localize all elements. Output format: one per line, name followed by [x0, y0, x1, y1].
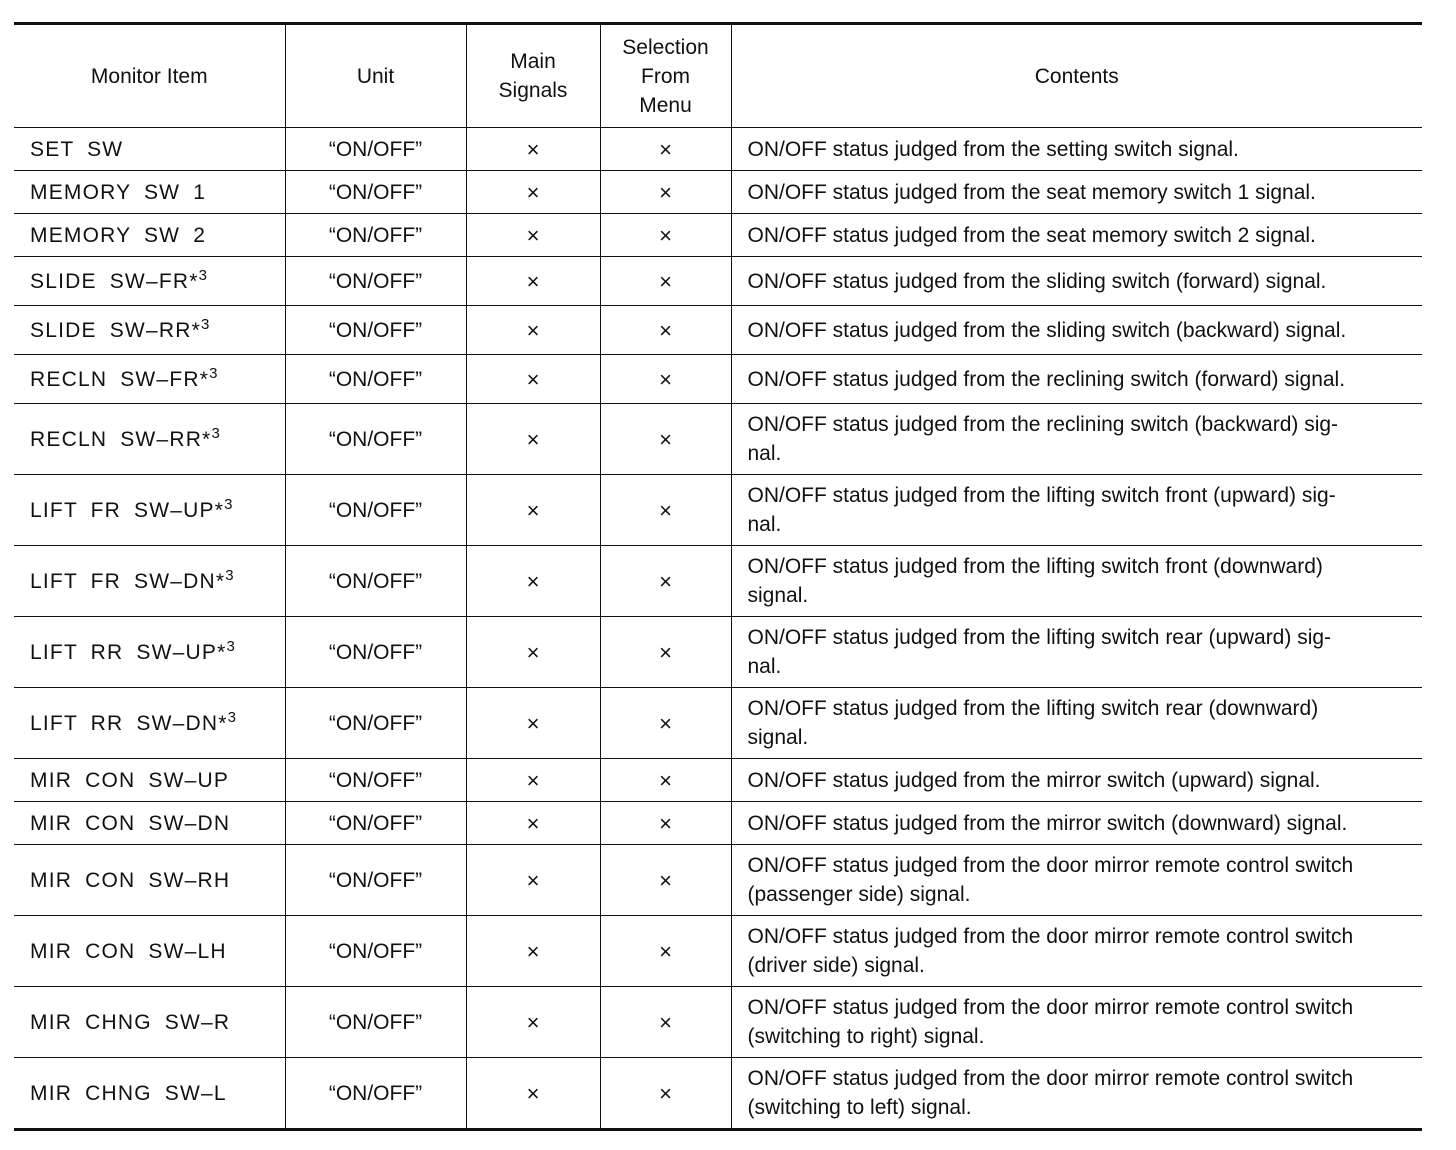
unit-value: “ON/OFF” — [328, 498, 423, 522]
selection-from-menu-cell — [600, 128, 731, 171]
contents-cell — [731, 475, 1422, 546]
main-signals-mark: × — [526, 366, 540, 392]
main-signals-mark: × — [526, 767, 540, 793]
unit-value: “ON/OFF” — [328, 868, 423, 892]
unit-value: “ON/OFF” — [328, 269, 423, 293]
main-signals-cell — [466, 987, 600, 1058]
selection-mark: × — [659, 222, 672, 248]
main-signals-cell — [466, 128, 600, 171]
monitor-item-name: RECLN SW–RR* — [30, 427, 212, 451]
main-signals-cell — [466, 546, 600, 617]
unit-cell — [285, 916, 466, 987]
contents-line1: ON/OFF status judged from the door mirror remote control switch — [747, 996, 1354, 1019]
table-row — [14, 759, 1422, 802]
monitor-item-name: MIR CON SW–UP — [30, 768, 230, 792]
header-selection-from-menu — [600, 24, 731, 128]
monitor-item-cell — [14, 802, 285, 845]
footnote-marker: 3 — [200, 315, 210, 333]
contents-line2: nal. — [747, 513, 782, 536]
monitor-item-cell — [14, 404, 285, 475]
monitor-item-name: SLIDE SW–FR* — [30, 269, 199, 293]
main-signals-cell — [466, 171, 600, 214]
table-row — [14, 1058, 1422, 1130]
selection-from-menu-cell — [600, 475, 731, 546]
contents-line2: nal. — [747, 442, 782, 465]
table-row — [14, 171, 1422, 214]
contents-cell — [731, 257, 1422, 306]
contents-line2: (switching to right) signal. — [747, 1025, 985, 1048]
contents-line1: ON/OFF status judged from the lifting switch rear (downward) — [747, 697, 1319, 720]
unit-value: “ON/OFF” — [328, 711, 423, 735]
contents-cell — [731, 404, 1422, 475]
selection-mark: × — [659, 179, 672, 205]
contents-line2: nal. — [747, 655, 782, 678]
main-signals-cell — [466, 759, 600, 802]
contents-line1: ON/OFF status judged from the lifting switch front (downward) — [747, 555, 1323, 578]
contents-cell — [731, 759, 1422, 802]
unit-value: “ON/OFF” — [328, 367, 423, 391]
unit-cell — [285, 688, 466, 759]
table-row — [14, 802, 1422, 845]
unit-cell — [285, 845, 466, 916]
monitor-item-name: MIR CHNG SW–L — [30, 1081, 227, 1105]
monitor-item-cell — [14, 355, 285, 404]
selection-from-menu-cell — [600, 759, 731, 802]
footnote-marker: 3 — [211, 424, 220, 442]
table-body — [14, 128, 1422, 1130]
table-row — [14, 306, 1422, 355]
monitor-item-name: RECLN SW–FR* — [30, 367, 210, 391]
selection-mark: × — [659, 867, 672, 893]
table-row — [14, 688, 1422, 759]
main-signals-mark: × — [526, 268, 540, 294]
selection-mark: × — [659, 366, 672, 392]
contents-line2: signal. — [747, 584, 809, 607]
main-signals-mark: × — [526, 867, 540, 893]
header-row — [14, 24, 1422, 128]
monitor-item-cell — [14, 987, 285, 1058]
contents-cell — [731, 802, 1422, 845]
unit-cell — [285, 475, 466, 546]
contents-line1: ON/OFF status judged from the door mirror remote control switch — [747, 854, 1354, 877]
monitor-item-cell — [14, 546, 285, 617]
contents-line1: ON/OFF status judged from the setting switch signal. — [747, 137, 1239, 161]
table-row — [14, 845, 1422, 916]
contents-cell — [731, 171, 1422, 214]
table-row — [14, 546, 1422, 617]
contents-line1: ON/OFF status judged from the door mirror remote control switch — [747, 925, 1354, 948]
contents-cell — [731, 1058, 1422, 1130]
unit-cell — [285, 355, 466, 404]
contents-cell — [731, 617, 1422, 688]
footnote-marker: 3 — [225, 566, 234, 584]
table-row — [14, 257, 1422, 306]
monitor-item-cell — [14, 759, 285, 802]
footnote-marker: 3 — [226, 637, 235, 655]
unit-value: “ON/OFF” — [328, 939, 423, 963]
selection-mark: × — [659, 268, 672, 294]
unit-cell — [285, 128, 466, 171]
monitor-item-name: LIFT RR SW–UP* — [30, 640, 227, 664]
contents-cell — [731, 688, 1422, 759]
main-signals-mark: × — [526, 317, 540, 343]
unit-value: “ON/OFF” — [328, 318, 423, 342]
main-signals-mark: × — [526, 136, 540, 162]
monitor-item-name: LIFT RR SW–DN* — [30, 711, 228, 735]
main-signals-cell — [466, 845, 600, 916]
main-signals-mark: × — [526, 639, 540, 665]
selection-mark: × — [659, 639, 672, 665]
unit-cell — [285, 802, 466, 845]
main-signals-mark: × — [526, 938, 540, 964]
contents-line1: ON/OFF status judged from the sliding switch (forward) signal. — [747, 269, 1327, 293]
main-signals-cell — [466, 306, 600, 355]
selection-mark: × — [659, 767, 672, 793]
contents-cell — [731, 214, 1422, 257]
unit-value: “ON/OFF” — [328, 180, 423, 204]
table-row — [14, 617, 1422, 688]
monitor-item-cell — [14, 171, 285, 214]
monitor-item-cell — [14, 845, 285, 916]
monitor-item-name: MIR CON SW–LH — [30, 939, 227, 963]
table-header — [14, 24, 1422, 128]
unit-value: “ON/OFF” — [328, 1081, 423, 1105]
unit-value: “ON/OFF” — [328, 223, 423, 247]
unit-value: “ON/OFF” — [328, 811, 423, 835]
unit-value: “ON/OFF” — [328, 569, 423, 593]
main-signals-mark: × — [526, 222, 540, 248]
unit-cell — [285, 1058, 466, 1130]
monitor-item-name: MIR CON SW–DN — [30, 811, 231, 835]
selection-from-menu-cell — [600, 306, 731, 355]
selection-mark: × — [659, 317, 672, 343]
main-signals-cell — [466, 1058, 600, 1130]
contents-line2: (passenger side) signal. — [747, 883, 971, 906]
contents-cell — [731, 916, 1422, 987]
contents-line2: signal. — [747, 726, 809, 749]
selection-from-menu-cell — [600, 257, 731, 306]
selection-from-menu-cell — [600, 845, 731, 916]
selection-mark: × — [659, 938, 672, 964]
table-row — [14, 475, 1422, 546]
main-signals-mark: × — [526, 1080, 540, 1106]
footnote-marker: 3 — [198, 266, 207, 284]
header-main-signals-line2: Signals — [498, 79, 568, 102]
selection-from-menu-cell — [600, 546, 731, 617]
selection-from-menu-cell — [600, 214, 731, 257]
monitor-item-name: MEMORY SW 2 — [30, 223, 207, 247]
table-row — [14, 355, 1422, 404]
unit-cell — [285, 546, 466, 617]
contents-cell — [731, 128, 1422, 171]
contents-cell — [731, 987, 1422, 1058]
main-signals-cell — [466, 617, 600, 688]
unit-cell — [285, 257, 466, 306]
contents-line1: ON/OFF status judged from the lifting switch rear (upward) sig- — [747, 626, 1332, 649]
contents-line1: ON/OFF status judged from the seat memory switch 2 signal. — [747, 223, 1316, 247]
monitor-item-cell — [14, 214, 285, 257]
main-signals-mark: × — [526, 497, 540, 523]
monitor-item-name: MIR CON SW–RH — [30, 868, 231, 892]
selection-from-menu-cell — [600, 688, 731, 759]
monitor-item-cell — [14, 617, 285, 688]
main-signals-cell — [466, 475, 600, 546]
selection-from-menu-cell — [600, 916, 731, 987]
monitor-item-cell — [14, 916, 285, 987]
header-monitor-item: Monitor Item — [90, 64, 208, 88]
unit-cell — [285, 171, 466, 214]
selection-mark: × — [659, 710, 672, 736]
selection-from-menu-cell — [600, 171, 731, 214]
contents-cell — [731, 845, 1422, 916]
selection-mark: × — [659, 136, 672, 162]
monitor-item-name: SET SW — [30, 137, 124, 161]
contents-line1: ON/OFF status judged from the reclining switch (forward) signal. — [747, 367, 1346, 391]
footnote-marker: 3 — [227, 708, 236, 726]
monitor-item-name: MEMORY SW 1 — [30, 180, 207, 204]
selection-mark: × — [659, 810, 672, 836]
selection-from-menu-cell — [600, 802, 731, 845]
footnote-marker: 3 — [224, 495, 233, 513]
contents-line2: (switching to left) signal. — [747, 1096, 972, 1119]
main-signals-cell — [466, 688, 600, 759]
contents-line1: ON/OFF status judged from the seat memory switch 1 signal. — [747, 180, 1316, 204]
monitor-item-cell — [14, 128, 285, 171]
main-signals-mark: × — [526, 710, 540, 736]
main-signals-cell — [466, 355, 600, 404]
unit-value: “ON/OFF” — [328, 768, 423, 792]
header-main-signals-line1: Main — [510, 50, 556, 73]
selection-mark: × — [659, 568, 672, 594]
header-unit: Unit — [285, 24, 466, 128]
unit-cell — [285, 214, 466, 257]
monitor-item-name: LIFT FR SW–UP* — [30, 498, 225, 522]
main-signals-cell — [466, 257, 600, 306]
header-selection-line1: Selection — [622, 35, 709, 59]
contents-cell — [731, 306, 1422, 355]
header-selection-line3: Menu — [639, 93, 692, 117]
main-signals-cell — [466, 214, 600, 257]
selection-from-menu-cell — [600, 1058, 731, 1130]
monitor-item-cell — [14, 475, 285, 546]
unit-value: “ON/OFF” — [328, 1010, 423, 1034]
contents-line2: (driver side) signal. — [747, 954, 925, 977]
monitor-item-table — [14, 22, 1422, 1131]
selection-from-menu-cell — [600, 355, 731, 404]
main-signals-cell — [466, 916, 600, 987]
main-signals-mark: × — [526, 568, 540, 594]
selection-mark: × — [659, 497, 672, 523]
table-row — [14, 128, 1422, 171]
contents-line1: ON/OFF status judged from the mirror switch (downward) signal. — [747, 811, 1348, 835]
contents-line1: ON/OFF status judged from the lifting switch front (upward) sig- — [747, 484, 1336, 507]
unit-value: “ON/OFF” — [328, 427, 423, 451]
unit-cell — [285, 987, 466, 1058]
contents-line1: ON/OFF status judged from the sliding switch (backward) signal. — [747, 318, 1347, 342]
table-row — [14, 987, 1422, 1058]
contents-cell — [731, 355, 1422, 404]
selection-from-menu-cell — [600, 404, 731, 475]
contents-line1: ON/OFF status judged from the mirror switch (upward) signal. — [747, 768, 1321, 792]
main-signals-mark: × — [526, 810, 540, 836]
main-signals-mark: × — [526, 179, 540, 205]
monitor-item-cell — [14, 257, 285, 306]
unit-cell — [285, 759, 466, 802]
unit-cell — [285, 306, 466, 355]
table-row — [14, 214, 1422, 257]
table-row — [14, 916, 1422, 987]
monitor-item-name: MIR CHNG SW–R — [30, 1010, 231, 1034]
unit-cell — [285, 404, 466, 475]
main-signals-cell — [466, 802, 600, 845]
header-selection-line2: From — [641, 64, 690, 88]
monitor-item-name: SLIDE SW–RR* — [30, 318, 201, 342]
header-contents: Contents — [731, 24, 1422, 128]
monitor-item-name: LIFT FR SW–DN* — [30, 569, 226, 593]
contents-cell — [731, 546, 1422, 617]
monitor-item-cell — [14, 306, 285, 355]
contents-line1: ON/OFF status judged from the reclining switch (backward) sig- — [747, 413, 1339, 436]
unit-value: “ON/OFF” — [328, 640, 423, 664]
monitor-item-cell — [14, 1058, 285, 1130]
header-main-signals — [466, 24, 600, 128]
main-signals-cell — [466, 404, 600, 475]
main-signals-mark: × — [526, 1009, 540, 1035]
selection-mark: × — [659, 1080, 672, 1106]
table-row — [14, 404, 1422, 475]
contents-line1: ON/OFF status judged from the door mirror remote control switch — [747, 1067, 1354, 1090]
selection-mark: × — [659, 1009, 672, 1035]
unit-value: “ON/OFF” — [328, 137, 423, 161]
selection-from-menu-cell — [600, 987, 731, 1058]
selection-mark: × — [659, 426, 672, 452]
main-signals-mark: × — [526, 426, 540, 452]
monitor-item-cell — [14, 688, 285, 759]
footnote-marker: 3 — [209, 364, 218, 382]
selection-from-menu-cell — [600, 617, 731, 688]
unit-cell — [285, 617, 466, 688]
